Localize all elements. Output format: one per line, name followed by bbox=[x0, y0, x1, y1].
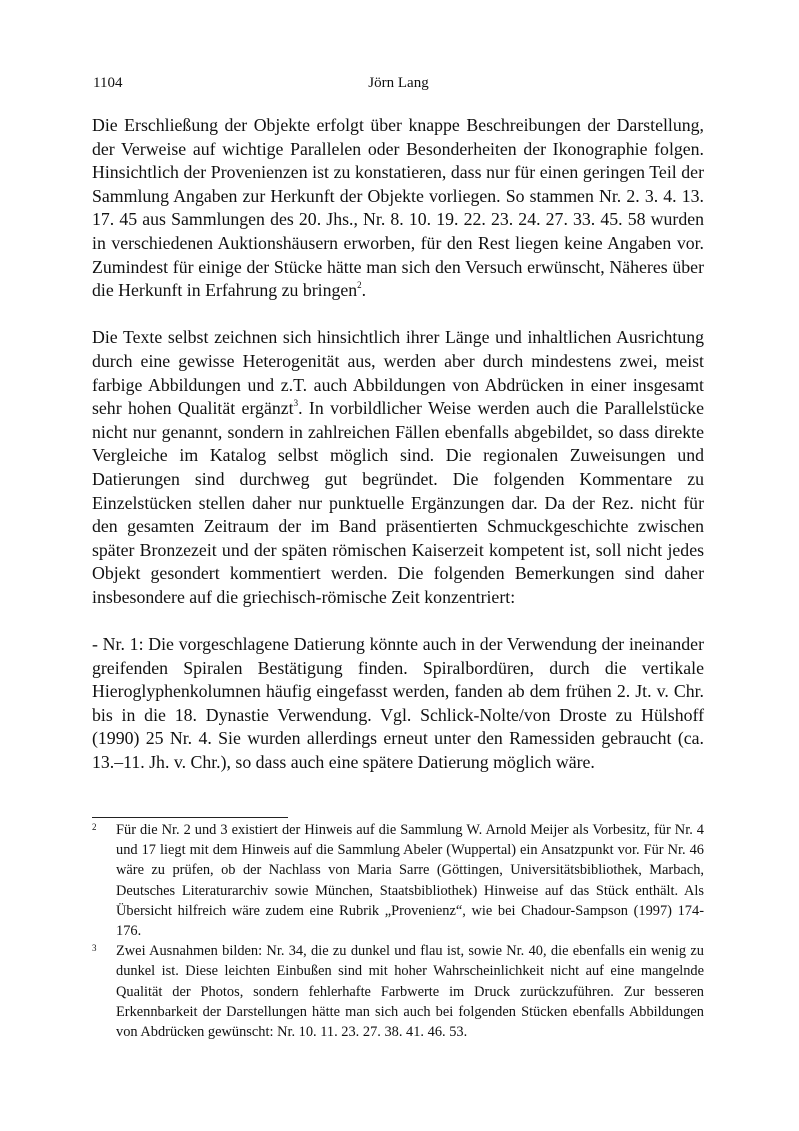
footnote-number: 3 bbox=[92, 943, 97, 954]
paragraph-text-tail: . In vorbildlicher Weise werden auch die Parallelstücke nicht nur genannt, sondern in zahlreichen Fällen ebenfalls abgebildet, so dass direkte Vergleiche im Katalog selbst möglich sind. Die regionalen Zuweisungen und Datierungen sind durchweg gut begründet. Die folgenden Kommentare zu Einzelstücken stellen daher nur punktuelle Ergänzungen dar. Da der Rez. nicht für den gesamten Zeitraum der im Band präsentierten Schmuckgeschichte zwischen später Bronzezeit und der späten römischen Kaiserzeit kompetent ist, soll nicht jedes Objekt gesondert kommentiert werden. Die folgenden Bemerkungen sind daher insbesondere auf die griechisch-römische Zeit konzentriert: bbox=[92, 398, 704, 607]
paragraph-provenance bbox=[92, 114, 704, 303]
paragraph-texts bbox=[92, 326, 704, 609]
paragraph-text: Die Erschließung der Objekte erfolgt über knappe Beschreibungen der Darstellung, der Verweise auf wichtige Parallelen oder Besonderheiten der Ikonographie folgen. Hinsichtlich der Provenienzen ist zu konstatieren, dass nur für einen geringen Teil der Sammlung Angaben zur Herkunft der Objekte vorliegen. So stammen Nr. 2. 3. 4. 13. 17. 45 aus Sammlungen des 20. Jhs., Nr. 8. 10. 19. 22. 23. 24. 27. 33. 45. 58 wurden in verschiedenen Auktionshäusern erworben, für den Rest liegen keine Angaben vor. Zumindest für einige der Stücke hätte man sich den Versuch erwünscht, Näheres über die Herkunft in Erfahrung zu bringen bbox=[92, 115, 704, 301]
body-text bbox=[92, 114, 704, 775]
paragraph-text: Die Texte selbst zeichnen sich hinsichtlich ihrer Länge und inhaltlichen Ausrichtung durch eine gewisse Heterogenität aus, werden aber durch mindestens zwei, meist farbige Abbildungen und z.T. auch Abbildungen von Abdrücken in einer insgesamt sehr hohen Qualität ergänzt bbox=[92, 327, 704, 419]
footnote-3 bbox=[92, 941, 704, 1042]
footnote-2 bbox=[92, 820, 704, 941]
footnote-text: Zwei Ausnahmen bilden: Nr. 34, die zu dunkel und flau ist, sowie Nr. 40, die ebenfalls ein wenig zu dunkel ist. Diese leichten Einbußen sind mit hoher Wahrscheinlichkeit nicht auf eine mangelnde Qualität der Photos, sondern fehlerhafte Farbwerte im Druck zurückzuführen. Zur besseren Erkennbarkeit der Darstellungen hätte man sich auch bei folgenden Stücken ebenfalls Abbildungen von Abdrücken gewünscht: Nr. 10. 11. 23. 27. 38. 41. 46. 53. bbox=[116, 943, 704, 1041]
footnotes bbox=[92, 820, 704, 1042]
paragraph-nr-1 bbox=[92, 633, 704, 775]
running-head-author: Jörn Lang bbox=[368, 75, 429, 91]
page-number: 1104 bbox=[93, 75, 123, 91]
paragraph-text-tail: . bbox=[361, 280, 367, 301]
paragraph-text: - Nr. 1: Die vorgeschlagene Datierung könnte auch in der Verwendung der ineinander greifenden Spiralen Bestätigung finden. Spiralbordüren, durch die vertikale Hieroglyphenkolumnen häufig eingefasst werden, fanden ab dem frühen 2. Jt. v. Chr. bis in die 18. Dynastie Verwendung. Vgl. Schlick-Nolte/von Droste zu Hülshoff (1990) 25 Nr. 4. Sie wurden allerdings erneut unter den Ramessiden gebraucht (ca. 13.–11. Jh. v. Chr.), so dass auch eine spätere Datierung möglich wäre. bbox=[92, 634, 704, 773]
footnote-text: Für die Nr. 2 und 3 existiert der Hinweis auf die Sammlung W. Arnold Meijer als Vorbesitz, für Nr. 4 und 17 liegt mit dem Hinweis auf die Sammlung Abeler (Wuppertal) ein Ansatzpunkt vor. Für Nr. 46 wäre zu prüfen, ob der Nachlass von Maria Sarre (Göttingen, Universitätsbibliothek, Marbach, Deutsches Literaturarchiv sowie München, Staatsbibliothek) Hinweise auf das Stück enthält. Als Übersicht hilfreich wäre zudem eine Rubrik „Provenienz“, wie bei Chadour-Sampson (1997) 174-176. bbox=[116, 822, 704, 940]
footnote-ref-2[interactable]: 2 bbox=[357, 280, 362, 291]
footnote-number: 2 bbox=[92, 822, 97, 832]
footnote-ref-3[interactable]: 3 bbox=[293, 398, 299, 409]
footnote-divider bbox=[92, 817, 288, 818]
